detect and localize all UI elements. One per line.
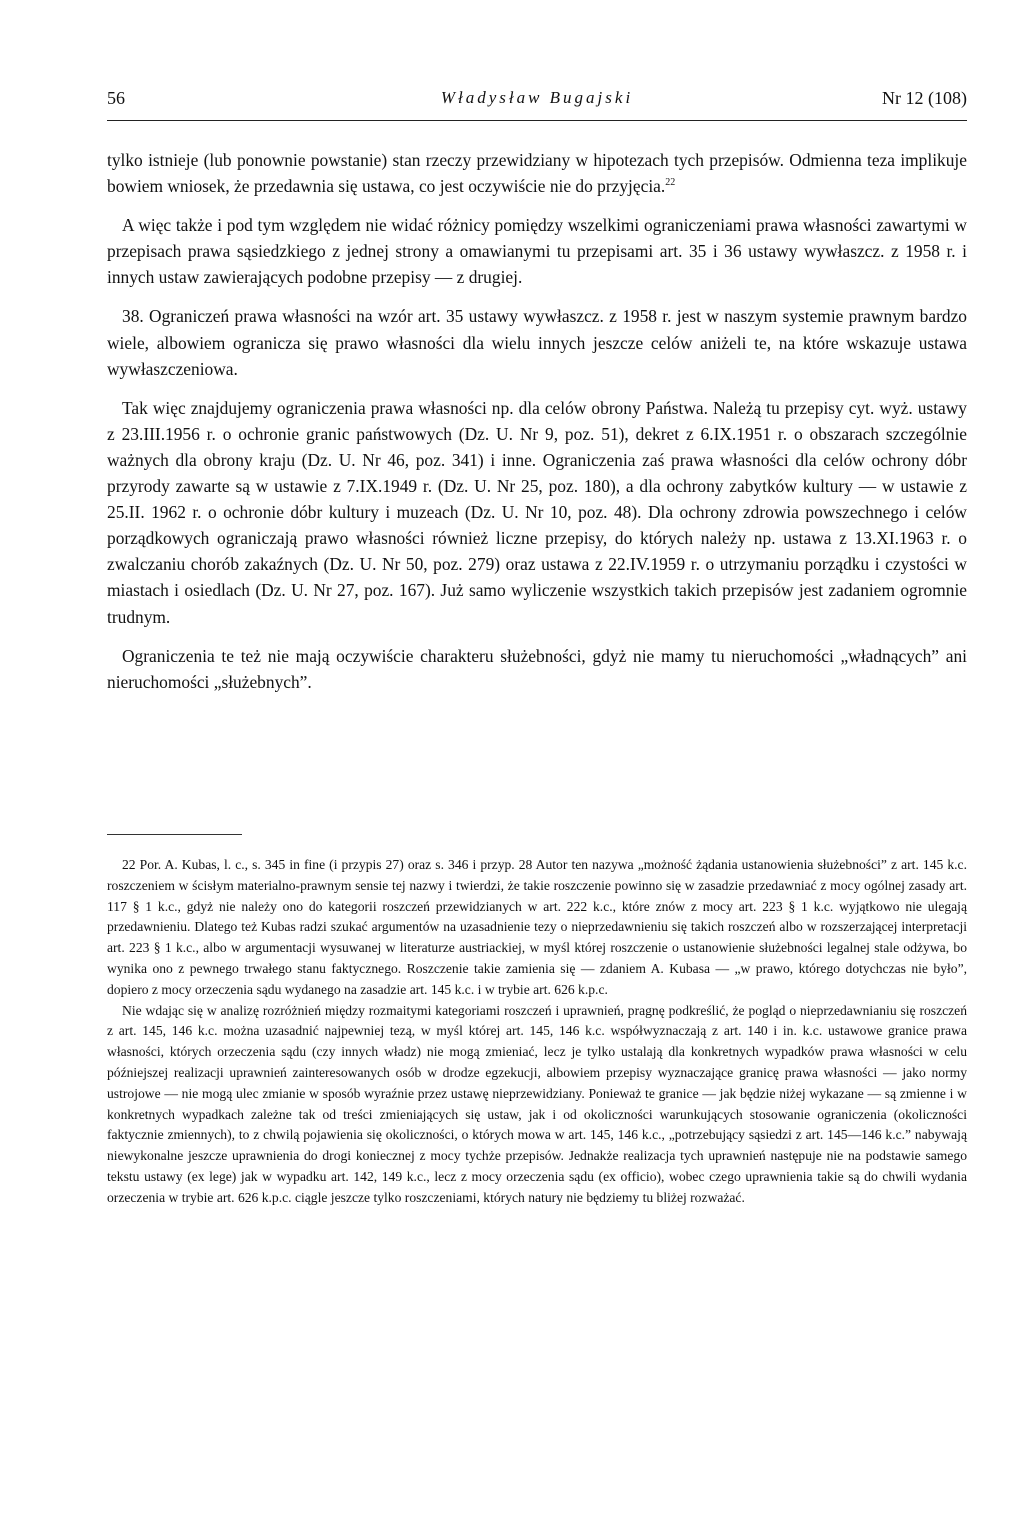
- paragraph: Ograniczenia te też nie mają oczywiście charakteru służebności, gdyż nie mamy tu nieruchomości „władnących” ani nieruchomości „służebnych”.: [107, 645, 967, 692]
- footnote-22: 22 Por. A. Kubas, l. c., s. 345 in fine (i przypis 27) oraz s. 346 i przyp. 28 Autor ten nazywa „możność żądania ustanowienia służebności” z art. 145 k.c. roszczeniem w ścisłym materialno-prawnym sensie tej nazwy i twierdzi, że takie roszczenie powinno się w zasadzie przedawniać z mocy ogólnej zasady art. 117 § 1 k.c., gdyż nie należy ono do kategorii roszczeń przewidzianych w art. 222 k.c., które znów z mocy art. 223 § 1 k.c. wyjątkowo nie ulegają przedawnieniu. Dlatego też Kubas radzi szukać argumentów na uzasadnienie tezy o nieprzedawnieniu się takich roszczeń albo w rozszerzającej interpretacji art. 223 § 1 k.c., albo w argumentacji wysuwanej w literaturze austriackiej, w myśl której roszczenie o ustanowienie służebności legalnej stale odżywa, bo wynika ono z pewnego trwałego stanu faktycznego. Roszczenie takie zamienia się — zdaniem A. Kubasa — „w prawo, którego dotychczas nie było”, dopiero z mocy orzeczenia sądu wydanego na zasadzie art. 145 k.c. i w trybie art. 626 k.p.c.: [107, 857, 967, 997]
- running-title: Władysław Bugajski: [440, 88, 634, 107]
- paragraph: Tak więc znajdujemy ograniczenia prawa własności np. dla celów obrony Państwa. Należą tu przepisy cyt. wyż. ustawy z 23.III.1956 r. o ochronie granic państwowych (Dz. U. Nr 9, poz. 51), dekret z 6.IX.1951 r. o obszarach szczególnie ważnych dla obrony kraju (Dz. U. Nr 46, poz. 341) i inne. Ograniczenia zaś prawa własności dla celów ochrony dóbr przyrody zawarte są w ustawie z 7.IX.1949 r. (Dz. U. Nr 25, poz. 180), a dla ochrony zabytków kultury — w ustawie z 25.II. 1962 r. o ochronie dóbr kultury i muzeach (Dz. U. Nr 10, poz. 48). Dla ochrony zdrowia powszechnego i celów porządkowych ograniczają prawo własności również liczne przepisy, do których należy np. ustawa z 13.XI.1963 r. o zwalczaniu chorób zakaźnych (Dz. U. Nr 50, poz. 279) oraz ustawa z 22.IV.1959 r. o utrzymaniu porządku i czystości w miastach i osiedlach (Dz. U. Nr 27, poz. 167). Już samo wyliczenie wszystkich takich przepisów jest zadaniem ogromnie trudnym.: [107, 397, 967, 627]
- issue-number: Nr 12 (108): [882, 88, 967, 108]
- footnotes: [107, 855, 967, 1209]
- main-text: [107, 147, 967, 708]
- footnote-separator: [107, 834, 242, 835]
- paragraph: A więc także i pod tym względem nie widać różnicy pomiędzy wszelkimi ograniczeniami prawa własności zawartymi w przepisach prawa sąsiedzkiego z jednej strony a omawianymi tu przepisami art. 35 i 36 ustawy wywłaszcz. z 1958 r. i innych ustaw zawierających podobne przepisy — z drugiej.: [107, 215, 967, 288]
- footnote-ref: 22: [665, 177, 676, 189]
- paragraph: [107, 147, 967, 199]
- footnote-continuation: Nie wdając się w analizę rozróżnień między rozmaitymi kategoriami roszczeń i uprawnień, pragnę podkreślić, że pogląd o nieprzedawnianiu się roszczeń z art. 145, 146 k.c. można uzasadnić najpewniej tezą, w myśl której art. 145, 146 k.c. współwyznaczają z art. 140 i in. k.c. ustawowe granice prawa własności, których orzeczenia sądu (czy innych władz) nie mogą zmieniać, lecz je tylko ustalają dla konkretnych wypadków prawa własności w celu późniejszej realizacji uprawnień zainteresowanych osób w drodze egzekucji, albowiem przepisy wyznaczające granicę prawa własności — jako normy ustrojowe — nie mogą ulec zmianie w sposób wyraźnie przez ustawę nieprzewidziany. Ponieważ te granice — jak będzie niżej wykazane — są zmienne i w konkretnych wypadkach zależne tak od treści zmieniających się ustaw, jak i od okoliczności warunkujących stosowanie ograniczenia (okoliczności faktycznie zmiennych), to z chwilą pojawienia się okoliczności, o których mowa w art. 145, 146 k.c., „potrzebujący sąsiedzi z art. 145—146 k.c.” nabywają niewykonalne jeszcze uprawnienia do drogi koniecznej z mocy tychże przepisów. Jednakże realizacja tych uprawnień następuje nie na podstawie samego tekstu ustawy (ex lege) jak w wypadku art. 142, 149 k.c., lecz z mocy orzeczenia sądu (ex officio), wobec czego uprawnienia takie są do chwili wydania orzeczenia w trybie art. 626 k.p.c. ciągle jeszcze tylko roszczeniami, których natury nie będziemy tu bliżej rozważać.: [107, 1002, 967, 1205]
- header-rule: [107, 120, 967, 121]
- paragraph-section-38: 38. Ograniczeń prawa własności na wzór art. 35 ustawy wywłaszcz. z 1958 r. jest w naszym systemie prawnym bardzo wiele, albowiem ogranicza się prawo własności dla wielu innych jeszcze celów aniżeli te, na które wskazuje ustawa wywłaszczeniowa.: [107, 306, 967, 379]
- paragraph-text: tylko istnieje (lub ponownie powstanie) stan rzeczy przewidziany w hipotezach tych przepisów. Odmienna teza implikuje bowiem wniosek, że przedawnia się ustawa, co jest oczywiście nie do przyjęcia.: [107, 150, 967, 197]
- page-header: [107, 88, 967, 118]
- page-number: 56: [107, 88, 125, 108]
